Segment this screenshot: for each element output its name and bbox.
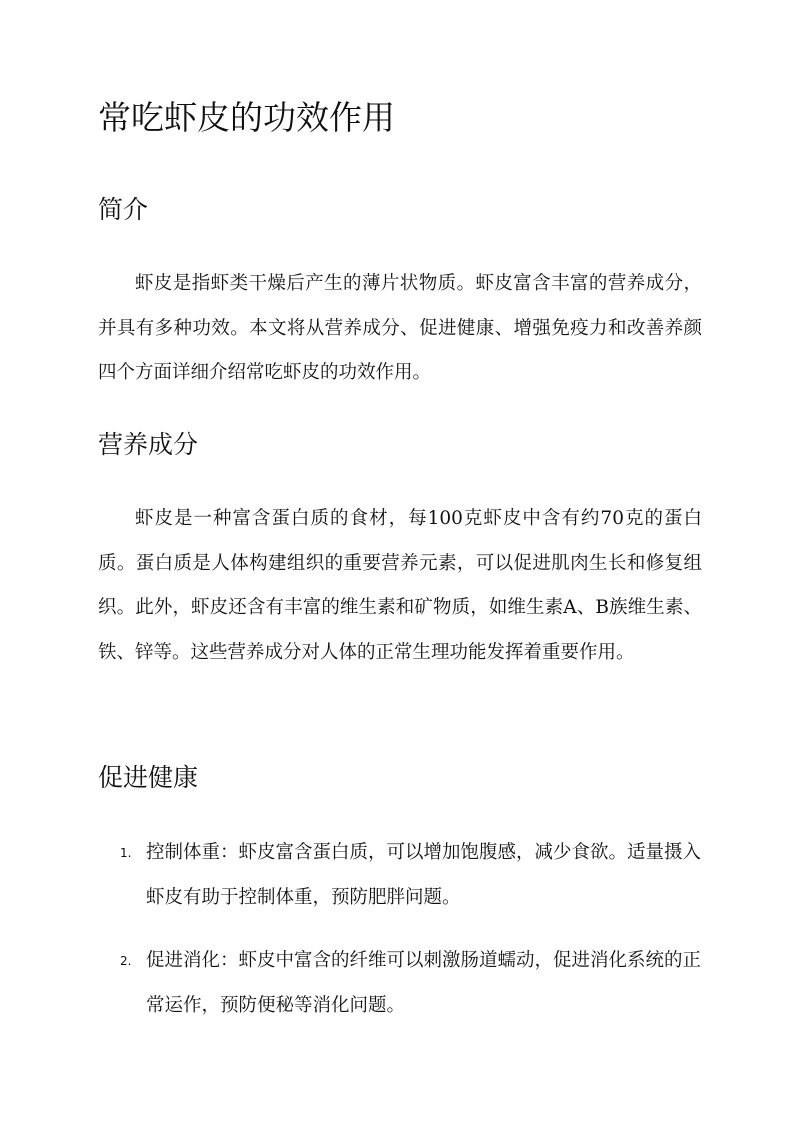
list-item <box>98 830 702 920</box>
section-heading-intro: 简介 <box>98 195 149 224</box>
health-list <box>98 830 702 1046</box>
section-heading-health: 促进健康 <box>98 763 199 792</box>
document-title: 常吃虾皮的功效作用 <box>98 98 395 137</box>
list-marker: 2. <box>120 954 132 968</box>
nutrition-paragraph: 虾皮是一种富含蛋白质的食材，每100克虾皮中含有约70克的蛋白质。蛋白质是人体构建组织的重要营养元素，可以促进肌肉生长和修复组织。此外，虾皮还含有丰富的维生素和矿物质，如维生素A、B族维生素、铁、锌等。这些营养成分对人体的正常生理功能发挥着重要作用。 <box>98 508 702 663</box>
list-marker: 1. <box>120 846 132 860</box>
section-heading-nutrition: 营养成分 <box>98 430 199 459</box>
intro-paragraph: 虾皮是指虾类干燥后产生的薄片状物质。虾皮富含丰富的营养成分，并具有多种功效。本文将从营养成分、促进健康、增强免疫力和改善养颜四个方面详细介绍常吃虾皮的功效作用。 <box>98 273 702 383</box>
list-item-text: 控制体重：虾皮富含蛋白质，可以增加饱腹感，减少食欲。适量摄入虾皮有助于控制体重，预防肥胖问题。 <box>146 842 702 908</box>
list-item-text: 促进消化：虾皮中富含的纤维可以刺激肠道蠕动，促进消化系统的正常运作，预防便秘等消化问题。 <box>146 950 702 1016</box>
list-item <box>98 938 702 1028</box>
